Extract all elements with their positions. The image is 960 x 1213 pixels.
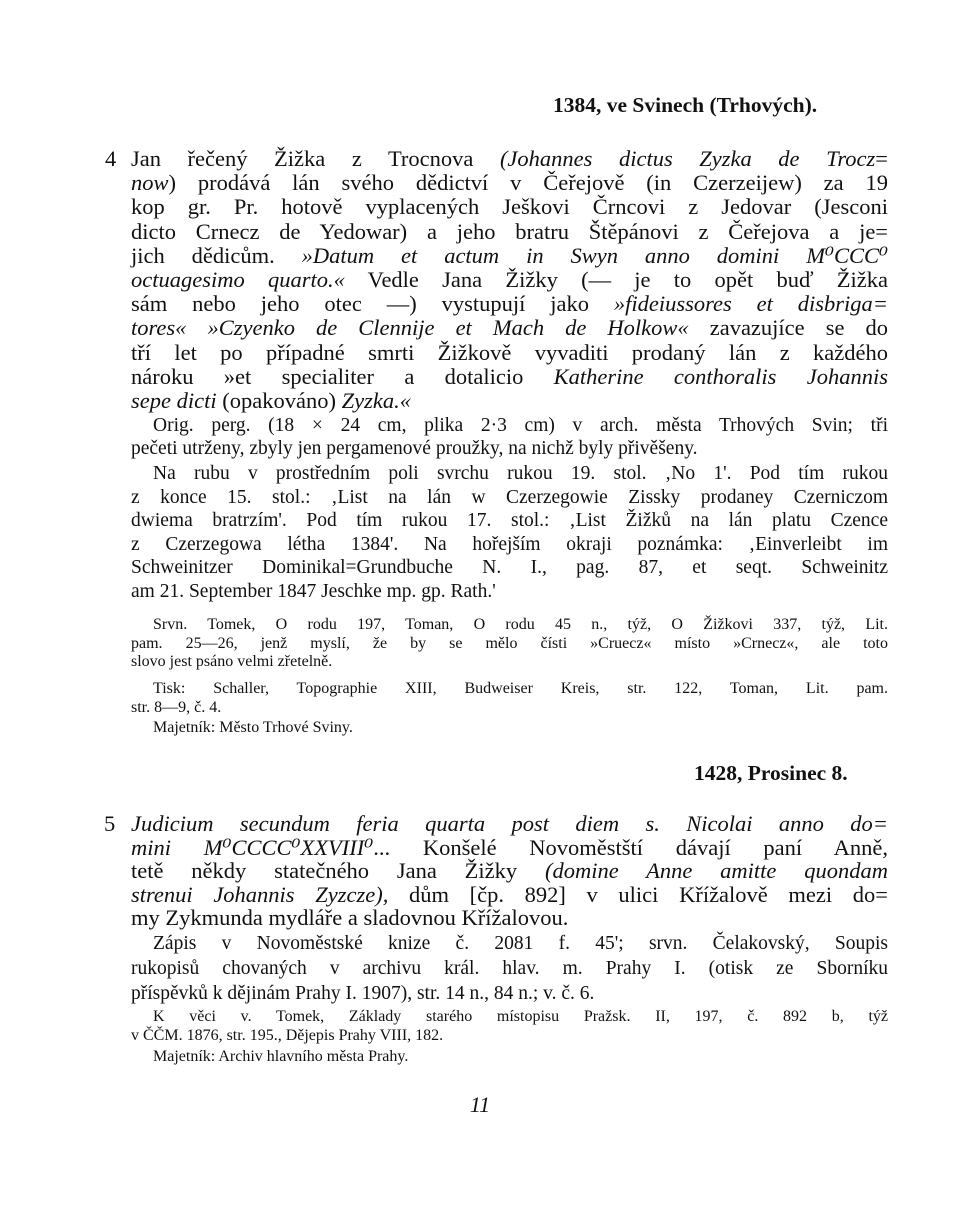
- text-line: [131, 534, 888, 556]
- text-line: [131, 438, 888, 460]
- text-run: jich dědicům.: [131, 242, 302, 268]
- text-run: Jan řečený Žižka z Trocnova: [131, 146, 500, 171]
- text-run: pečeti utrženy, zbyly jen pergamenové proužky, na nichž byly přivěšeny.: [131, 438, 698, 459]
- italic-run: now: [131, 170, 169, 196]
- italic-run: mini M⁰CCCC⁰XXVIII⁰: [131, 834, 374, 860]
- text-run: Majetník: Město Trhové Sviny.: [153, 719, 353, 736]
- italic-run: Katherine conthoralis Johannis: [553, 363, 888, 389]
- text-line: [153, 1048, 888, 1066]
- text-run: Tisk: Schaller, Topographie XIII, Budweiser Kreis, str. 122, Toman, Lit. pam.: [153, 680, 888, 697]
- text-run: str. 8—9, č. 4.: [131, 698, 222, 716]
- italic-run: Zyzka.«: [341, 388, 411, 413]
- text-run: zavazujíce se do: [688, 315, 888, 341]
- text-run: dwiema bratrzím'. Pod tím rukou 17. stol.: ‚List Žižků na lán platu Czence: [131, 510, 888, 532]
- italic-run: strenui Johannis Zyzcze),: [131, 881, 389, 907]
- italic-run: (domine Anne amitte quondam: [544, 858, 888, 884]
- text-line: [131, 194, 888, 220]
- text-line: [153, 1008, 888, 1026]
- text-line: [131, 219, 888, 245]
- text-line: [131, 388, 888, 414]
- text-line: [131, 635, 888, 653]
- text-run: nároku »et specialiter a dotalicio: [131, 363, 554, 389]
- text-line: [131, 170, 888, 196]
- text-line: [131, 581, 888, 603]
- text-line: [131, 1027, 888, 1045]
- text-run: Orig. perg. (18 × 24 cm, plika 2·3 cm) v arch. města Trhových Svin; tři: [153, 415, 888, 436]
- text-line: [131, 905, 888, 931]
- entry-number: 5: [104, 811, 116, 836]
- text-run: (opakováno): [216, 388, 342, 413]
- text-run: pam. 25—26, jenž myslí, že by se mělo čísti »Cruecz« místo »Crnecz«, ale toto: [131, 634, 888, 652]
- italic-run: tores« »Czyenko de Clennije et Mach de Holkow«: [131, 315, 689, 341]
- entry-heading: 1428, Prosinec 8.: [694, 761, 848, 785]
- text-line: [131, 699, 888, 717]
- text-line: [153, 719, 888, 737]
- text-run: =: [875, 146, 888, 171]
- text-line: [131, 653, 888, 671]
- text-run: rukopisů chovaných v archivu král. hlav. m. Prahy I. (otisk ze Sborníku: [131, 958, 888, 979]
- italic-run: sepe dicti: [131, 388, 217, 413]
- text-line: [153, 933, 888, 955]
- text-line: [131, 858, 888, 884]
- italic-run: »Datum et actum in Swyn anno domini M⁰CCC⁰: [301, 242, 888, 268]
- text-run: příspěvků k dějinám Prahy I. 1907), str. 14 n., 84 n.; v. č. 6.: [131, 983, 595, 1004]
- text-line: [131, 146, 888, 172]
- text-line: [131, 340, 888, 366]
- text-line: [131, 811, 888, 837]
- text-line: [131, 882, 888, 908]
- italic-run: »fideiussores et disbriga=: [613, 291, 888, 317]
- text-line: [131, 557, 888, 579]
- text-run: slovo jest psáno velmi zřetelně.: [131, 653, 333, 670]
- text-run: my Zykmunda mydláře a sladovnou Křížalovou.: [131, 905, 569, 931]
- text-run: Na rubu v prostředním poli svrchu rukou 19. stol. ‚No 1'. Pod tím rukou: [153, 463, 888, 484]
- text-run: z konce 15. stol.: ‚List na lán w Czerzegowie Zissky prodaney Czerniczom: [131, 486, 888, 508]
- italic-run: Judicium secundum feria quarta post diem s. Nicolai anno do=: [131, 811, 888, 836]
- page-number: 11: [469, 1092, 491, 1117]
- text-run: ) prodává lán svého dědictví v Čeřejově (in Czerzeijew) za 19: [168, 170, 888, 196]
- text-run: tetě někdy statečného Jana Žižky: [131, 858, 545, 884]
- text-run: Majetník: Archiv hlavního města Prahy.: [153, 1048, 409, 1065]
- text-run: sám nebo jeho otec —) vystupují jako: [131, 291, 614, 317]
- entry-number: 4: [105, 146, 117, 171]
- text-run: dům [čp. 892] v ulici Křížalově mezi do=: [388, 881, 888, 907]
- italic-run: (Johannes dictus Zyzka de Trocz: [499, 146, 876, 171]
- entry-heading: 1384, ve Svinech (Trhových).: [553, 93, 818, 117]
- text-line: [153, 463, 888, 485]
- text-line: [131, 315, 888, 341]
- text-run: z Czerzegowa létha 1384'. Na hořejším okraji poznámka: ‚Einverleibt im: [131, 533, 888, 555]
- text-run: dicto Crnecz de Yedowar) a jeho bratru Štěpánovi z Čeřejova a je=: [131, 218, 888, 244]
- text-line: [131, 510, 888, 532]
- text-line: [131, 958, 888, 980]
- text-run: ... Konšelé Novoměstští dávají paní Anně,: [373, 834, 888, 860]
- text-line: [131, 364, 888, 390]
- text-line: [153, 680, 888, 698]
- text-run: Srvn. Tomek, O rodu 197, Toman, O rodu 45 n., týž, O Žižkovi 337, týž, Lit.: [153, 616, 888, 633]
- italic-run: octuagesimo quarto.«: [131, 267, 345, 292]
- text-run: am 21. September 1847 Jeschke mp. gp. Rath.': [131, 581, 496, 602]
- text-line: [131, 487, 888, 509]
- text-run: v ČČM. 1876, str. 195., Dějepis Prahy VIII, 182.: [131, 1027, 444, 1044]
- text-line: [131, 835, 888, 861]
- text-run: tří let po případné smrti Žižkově vyvaditi prodaný lán z každého: [131, 339, 888, 365]
- text-run: Vedle Jana Žižky (— je to opět buď Žižka: [344, 267, 888, 292]
- text-line: [153, 415, 888, 437]
- text-run: kop gr. Pr. hotově vyplacených Ješkovi Črncovi z Jedovar (Jesconi: [131, 194, 888, 220]
- text-line: [131, 983, 888, 1005]
- text-run: Schweinitzer Dominikal=Grundbuche N. I., pag. 87, et seqt. Schweinitz: [131, 557, 888, 579]
- text-run: Zápis v Novoměstské knize č. 2081 f. 45'; srvn. Čelakovský, Soupis: [153, 933, 888, 954]
- text-line: [131, 291, 888, 317]
- text-line: [131, 243, 888, 269]
- text-line: [131, 267, 888, 293]
- text-run: K věci v. Tomek, Základy starého místopisu Pražsk. II, 197, č. 892 b, týž: [153, 1008, 888, 1025]
- text-line: [153, 616, 888, 634]
